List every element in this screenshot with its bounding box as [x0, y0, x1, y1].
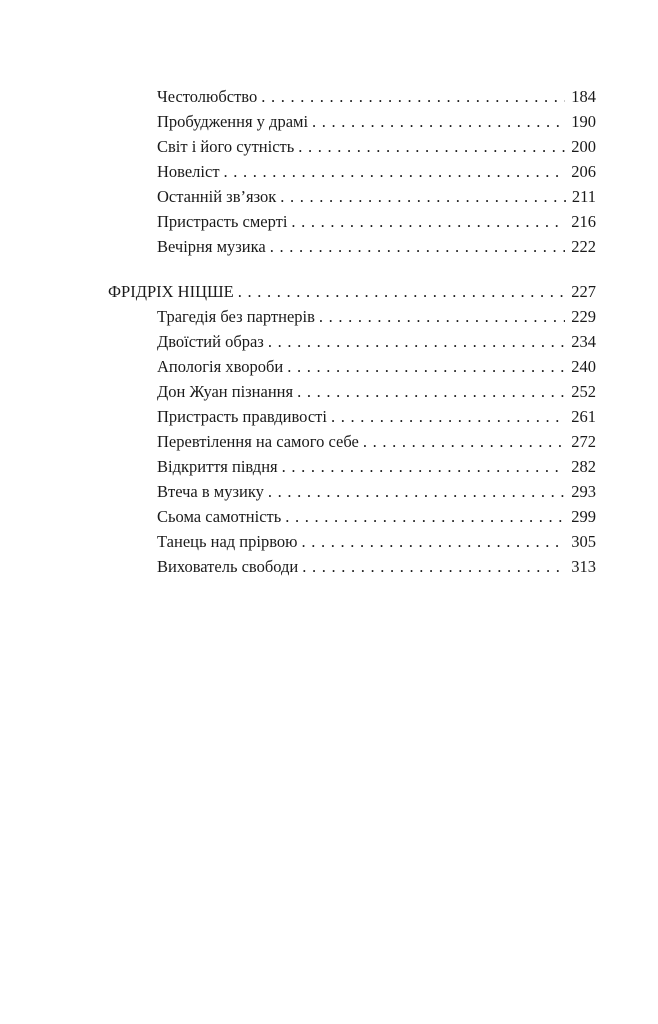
toc-entry-title: Вихователь свободи: [157, 557, 299, 576]
toc-entry-title: Перевтілення на самого себе: [157, 432, 359, 451]
dot-leader: [297, 379, 565, 404]
toc-entry-page: 240: [571, 357, 596, 376]
toc-entry-page: 293: [571, 482, 596, 501]
dot-leader: [224, 159, 566, 184]
toc-section-heading: [108, 279, 596, 304]
toc-entry: [108, 159, 596, 184]
toc-section-page: 227: [571, 282, 596, 301]
toc-entry: [108, 184, 596, 209]
toc-entry-title: Останній зв’язок: [157, 187, 277, 206]
toc-entry: [108, 479, 596, 504]
dot-leader: [261, 84, 565, 109]
toc-entry-title: Апологія хвороби: [157, 357, 284, 376]
dot-leader: [301, 529, 565, 554]
toc-entry: [108, 379, 596, 404]
dot-leader: [312, 109, 565, 134]
toc-entry: [108, 234, 596, 259]
toc-entry: [108, 504, 596, 529]
toc-entry-page: 272: [571, 432, 596, 451]
toc-entry: [108, 554, 596, 579]
toc-entry: [108, 84, 596, 109]
toc-entry-page: 222: [571, 237, 596, 256]
toc-entry-page: 229: [571, 307, 596, 326]
toc-group-nietzsche: [108, 279, 596, 579]
dot-leader: [319, 304, 565, 329]
toc-entry-title: Світ і його сутність: [157, 137, 295, 156]
dot-leader: [268, 329, 565, 354]
toc-entry: [108, 134, 596, 159]
toc-entry: [108, 209, 596, 234]
toc-entry-page: 216: [571, 212, 596, 231]
toc-entry-page: 252: [571, 382, 596, 401]
dot-leader: [331, 404, 565, 429]
dot-leader: [363, 429, 565, 454]
toc-entry-title: Пристрасть правдивості: [157, 407, 327, 426]
toc-entry-title: Новеліст: [157, 162, 220, 181]
toc-entry: [108, 429, 596, 454]
toc-entry-page: 190: [571, 112, 596, 131]
toc-entry-page: 206: [571, 162, 596, 181]
toc-entry-page: 200: [571, 137, 596, 156]
toc-entry-title: Пристрасть смерті: [157, 212, 288, 231]
toc-entry-title: Честолюбство: [157, 87, 258, 106]
toc-entry-title: Пробудження у драмі: [157, 112, 309, 131]
toc-entry-title: Танець над прірвою: [157, 532, 298, 551]
toc-entry: [108, 304, 596, 329]
toc-entry-page: 282: [571, 457, 596, 476]
dot-leader: [280, 184, 566, 209]
toc-section-title: ФРІДРІХ НІЦШЕ: [108, 282, 234, 301]
toc-entry-title: Вечірня музика: [157, 237, 266, 256]
dot-leader: [238, 279, 566, 304]
toc-group-continued: [108, 84, 596, 259]
toc-entry-title: Дон Жуан пізнання: [157, 382, 294, 401]
dot-leader: [282, 454, 566, 479]
dot-leader: [302, 554, 565, 579]
toc-entry-page: 234: [571, 332, 596, 351]
dot-leader: [298, 134, 565, 159]
toc-entry-page: 184: [571, 87, 596, 106]
toc-entry: [108, 109, 596, 134]
toc-entry: [108, 404, 596, 429]
table-of-contents: [108, 84, 596, 579]
toc-entry: [108, 354, 596, 379]
toc-entry-title: Сьома самотність: [157, 507, 282, 526]
toc-entry-page: 261: [571, 407, 596, 426]
toc-entry-title: Втеча в музику: [157, 482, 264, 501]
toc-entry: [108, 529, 596, 554]
toc-entry-title: Відкриття півдня: [157, 457, 278, 476]
toc-entry-page: 211: [571, 187, 596, 206]
toc-entry-page: 313: [571, 557, 596, 576]
dot-leader: [268, 479, 565, 504]
toc-entry: [108, 329, 596, 354]
toc-entry-title: Двоїстий образ: [157, 332, 264, 351]
toc-entry: [108, 454, 596, 479]
dot-leader: [291, 209, 565, 234]
dot-leader: [287, 354, 565, 379]
toc-entry-title: Трагедія без партнерів: [157, 307, 315, 326]
toc-entry-page: 305: [571, 532, 596, 551]
dot-leader: [285, 504, 565, 529]
dot-leader: [270, 234, 566, 259]
toc-entry-page: 299: [571, 507, 596, 526]
